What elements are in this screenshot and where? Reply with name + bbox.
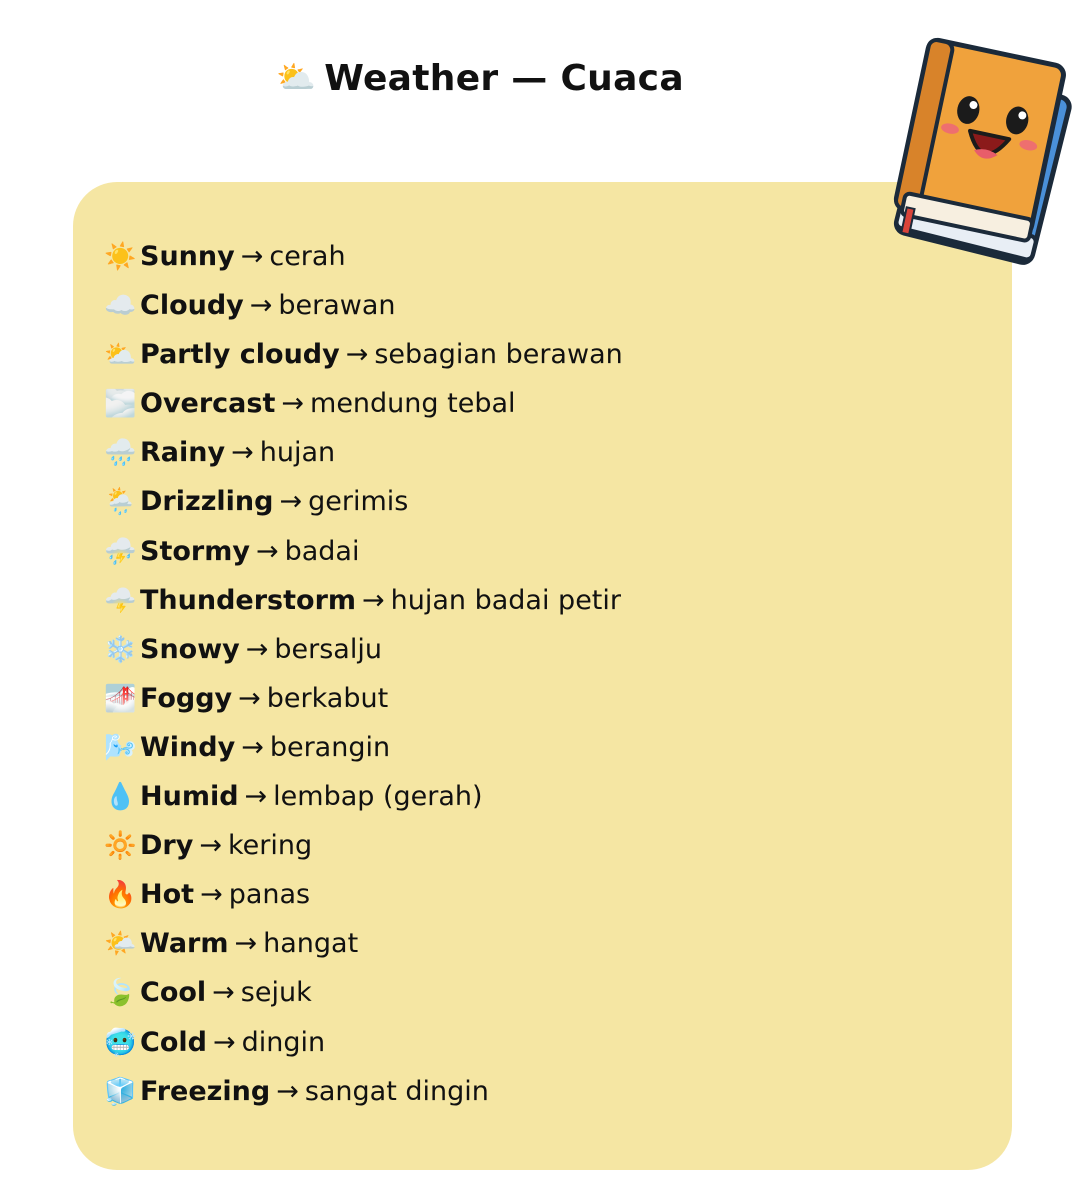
english-word: Sunny bbox=[140, 241, 235, 272]
weather-emoji-icon: ⛈️ bbox=[104, 536, 137, 567]
weather-emoji-icon: 🥶 bbox=[104, 1027, 137, 1058]
weather-emoji-icon: ☁️ bbox=[104, 291, 137, 322]
indonesian-word: berangin bbox=[269, 731, 391, 763]
indonesian-word: dingin bbox=[241, 1026, 326, 1058]
vocab-item bbox=[104, 772, 623, 821]
indonesian-word: badai bbox=[284, 535, 360, 567]
arrow-icon: → bbox=[240, 241, 264, 272]
vocab-item bbox=[104, 576, 623, 625]
vocab-item bbox=[104, 330, 623, 379]
weather-emoji-icon: 🌦️ bbox=[104, 487, 137, 518]
vocab-item bbox=[104, 281, 623, 330]
arrow-icon: → bbox=[281, 388, 305, 420]
smiling-book-icon bbox=[884, 22, 1080, 267]
english-word: Thunderstorm bbox=[140, 584, 357, 616]
english-word: Cold bbox=[140, 1026, 207, 1058]
sun-behind-cloud-icon: ⛅ bbox=[276, 58, 317, 96]
indonesian-word: gerimis bbox=[308, 486, 409, 518]
arrow-icon: → bbox=[249, 290, 273, 322]
vocab-item bbox=[104, 870, 623, 919]
page-title-text: Weather — Cuaca bbox=[324, 58, 684, 99]
arrow-icon: → bbox=[231, 437, 254, 469]
indonesian-word: sangat dingin bbox=[304, 1075, 489, 1107]
vocab-item bbox=[104, 821, 623, 870]
page-title bbox=[0, 58, 960, 99]
arrow-icon: → bbox=[238, 682, 261, 714]
indonesian-word: sejuk bbox=[240, 977, 312, 1009]
english-word: Warm bbox=[140, 928, 229, 960]
english-word: Overcast bbox=[140, 388, 276, 420]
indonesian-word: panas bbox=[228, 879, 311, 911]
arrow-icon: → bbox=[279, 486, 303, 518]
vocab-item bbox=[104, 674, 623, 723]
vocab-item bbox=[104, 379, 623, 428]
vocab-item bbox=[104, 1018, 623, 1067]
weather-emoji-icon: 🔆 bbox=[104, 831, 137, 862]
indonesian-word: bersalju bbox=[274, 633, 382, 665]
arrow-icon: → bbox=[212, 977, 235, 1009]
arrow-icon: → bbox=[244, 781, 268, 813]
english-word: Humid bbox=[140, 781, 239, 813]
indonesian-word: sebagian berawan bbox=[374, 339, 623, 371]
arrow-icon: → bbox=[212, 1026, 236, 1058]
vocab-item bbox=[104, 625, 623, 674]
english-word: Drizzling bbox=[140, 486, 274, 518]
arrow-icon: → bbox=[245, 633, 269, 665]
weather-emoji-icon: 🌧️ bbox=[104, 438, 137, 469]
indonesian-word: hujan badai petir bbox=[390, 584, 621, 616]
english-word: Partly cloudy bbox=[140, 339, 340, 371]
english-word: Windy bbox=[140, 731, 236, 763]
vocab-item bbox=[104, 232, 623, 281]
arrow-icon: → bbox=[276, 1075, 299, 1107]
indonesian-word: hangat bbox=[263, 928, 359, 960]
vocab-item bbox=[104, 477, 623, 526]
weather-emoji-icon: 🍃 bbox=[104, 978, 137, 1009]
indonesian-word: mendung tebal bbox=[310, 388, 516, 420]
vocab-item bbox=[104, 527, 623, 576]
arrow-icon: → bbox=[234, 928, 258, 960]
weather-emoji-icon: 🌬️ bbox=[104, 732, 137, 763]
english-word: Foggy bbox=[140, 682, 233, 714]
indonesian-word: cerah bbox=[269, 241, 346, 272]
weather-emoji-icon: 💧 bbox=[104, 782, 137, 813]
english-word: Freezing bbox=[140, 1075, 271, 1107]
vocab-item bbox=[104, 968, 623, 1017]
arrow-icon: → bbox=[241, 731, 264, 763]
vocabulary-list bbox=[104, 232, 623, 1116]
vocab-item bbox=[104, 428, 623, 477]
vocab-item bbox=[104, 1067, 623, 1116]
indonesian-word: berawan bbox=[278, 290, 396, 322]
english-word: Snowy bbox=[140, 633, 240, 665]
english-word: Cool bbox=[140, 977, 207, 1009]
weather-emoji-icon: 🌁 bbox=[104, 683, 137, 714]
indonesian-word: kering bbox=[227, 830, 313, 862]
english-word: Cloudy bbox=[140, 290, 244, 322]
vocab-item bbox=[104, 723, 623, 772]
english-word: Dry bbox=[140, 830, 194, 862]
arrow-icon: → bbox=[200, 879, 223, 911]
weather-emoji-icon: 🌫️ bbox=[104, 389, 137, 420]
vocab-item bbox=[104, 919, 623, 968]
weather-emoji-icon: ⛅ bbox=[104, 340, 137, 371]
weather-emoji-icon: 🌩️ bbox=[104, 585, 137, 616]
weather-emoji-icon: 🧊 bbox=[104, 1076, 137, 1107]
arrow-icon: → bbox=[345, 339, 369, 371]
arrow-icon: → bbox=[362, 584, 385, 616]
weather-emoji-icon: ❄️ bbox=[104, 634, 137, 665]
english-word: Hot bbox=[140, 879, 195, 911]
arrow-icon: → bbox=[199, 830, 222, 862]
english-word: Stormy bbox=[140, 535, 250, 567]
indonesian-word: hujan bbox=[259, 437, 336, 469]
english-word: Rainy bbox=[140, 437, 226, 469]
indonesian-word: berkabut bbox=[266, 682, 389, 714]
arrow-icon: → bbox=[255, 535, 279, 567]
weather-emoji-icon: 🔥 bbox=[104, 880, 137, 911]
indonesian-word: lembap (gerah) bbox=[273, 781, 483, 813]
weather-emoji-icon: 🌤️ bbox=[104, 929, 137, 960]
weather-emoji-icon: ☀️ bbox=[104, 242, 137, 272]
